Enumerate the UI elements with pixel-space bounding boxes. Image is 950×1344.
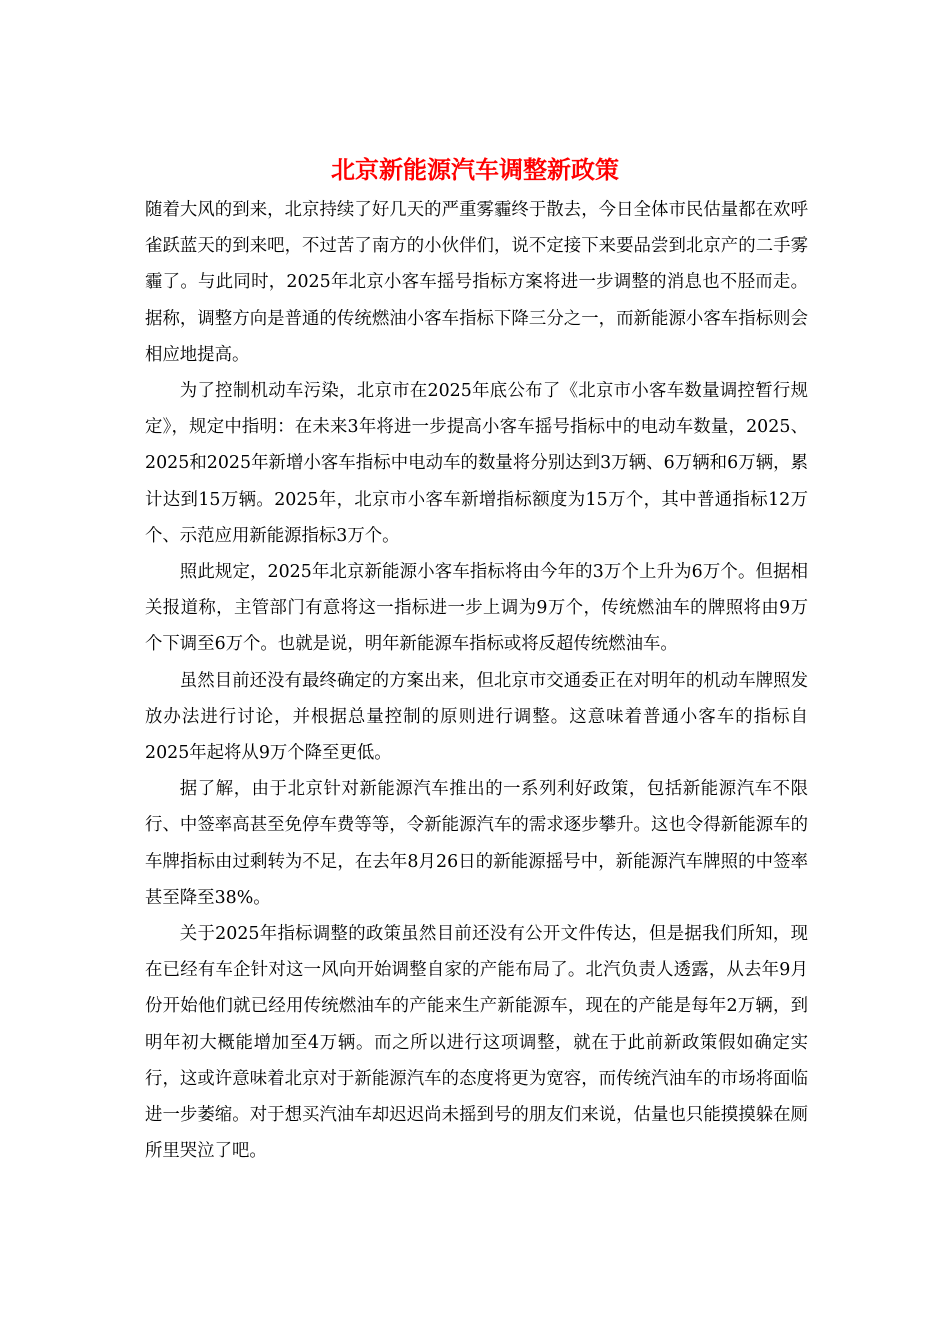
- document-body: [145, 192, 808, 1169]
- document-title: 北京新能源汽车调整新政策: [331, 155, 619, 184]
- paragraph-1: 随着大风的到来，北京持续了好几天的严重雾霾终于散去，今日全体市民估量都在欢呼雀跃蓝天的到来吧，不过苦了南方的小伙伴们，说不定接下来要品尝到北京产的二手雾霾了。与此同时，2025年北京小客车摇号指标方案将进一步调整的消息也不胫而走。据称，调整方向是普通的传统燃油小客车指标下降三分之一，而新能源小客车指标则会相应地提高。: [145, 200, 808, 365]
- paragraph-6: 关于2025年指标调整的政策虽然目前还没有公开文件传达，但是据我们所知，现在已经有车企针对这一风向开始调整自家的产能布局了。北汽负责人透露，从去年9月份开始他们就已经用传统燃油车的产能来生产新能源车，现在的产能是每年2万辆，到明年初大概能增加至4万辆。而之所以进行这项调整，就在于此前新政策假如确定实行，这或许意味着北京对于新能源汽车的态度将更为宽容，而传统汽油车的市场将面临进一步萎缩。对于想买汽油车却迟迟尚未摇到号的朋友们来说，估量也只能摸摸躲在厕所里哭泣了吧。: [145, 924, 808, 1162]
- paragraph-4: 虽然目前还没有最终确定的方案出来，但北京市交通委正在对明年的机动车牌照发放办法进行讨论，并根据总量控制的原则进行调整。这意味着普通小客车的指标自2025年起将从9万个降至更低。: [145, 670, 808, 764]
- paragraph-5: 据了解，由于北京针对新能源汽车推出的一系列利好政策，包括新能源汽车不限行、中签率高甚至免停车费等等，令新能源汽车的需求逐步攀升。这也令得新能源车的车牌指标由过剩转为不足，在去年8月26日的新能源摇号中，新能源汽车牌照的中签率甚至降至38%。: [145, 779, 808, 908]
- paragraph-3: 照此规定，2025年北京新能源小客车指标将由今年的3万个上升为6万个。但据相关报道称，主管部门有意将这一指标进一步上调为9万个，传统燃油车的牌照将由9万个下调至6万个。也就是说，明年新能源车指标或将反超传统燃油车。: [145, 562, 808, 655]
- paragraph-2: 为了控制机动车污染，北京市在2025年底公布了《北京市小客车数量调控暂行规定》，规定中指明：在未来3年将进一步提高小客车摇号指标中的电动车数量，2025、2025和2025年新增小客车指标中电动车的数量将分别达到3万辆、6万辆和6万辆，累计达到15万辆。2025年，北京市小客车新增指标额度为15万个，其中普通指标12万个、示范应用新能源指标3万个。: [145, 381, 808, 546]
